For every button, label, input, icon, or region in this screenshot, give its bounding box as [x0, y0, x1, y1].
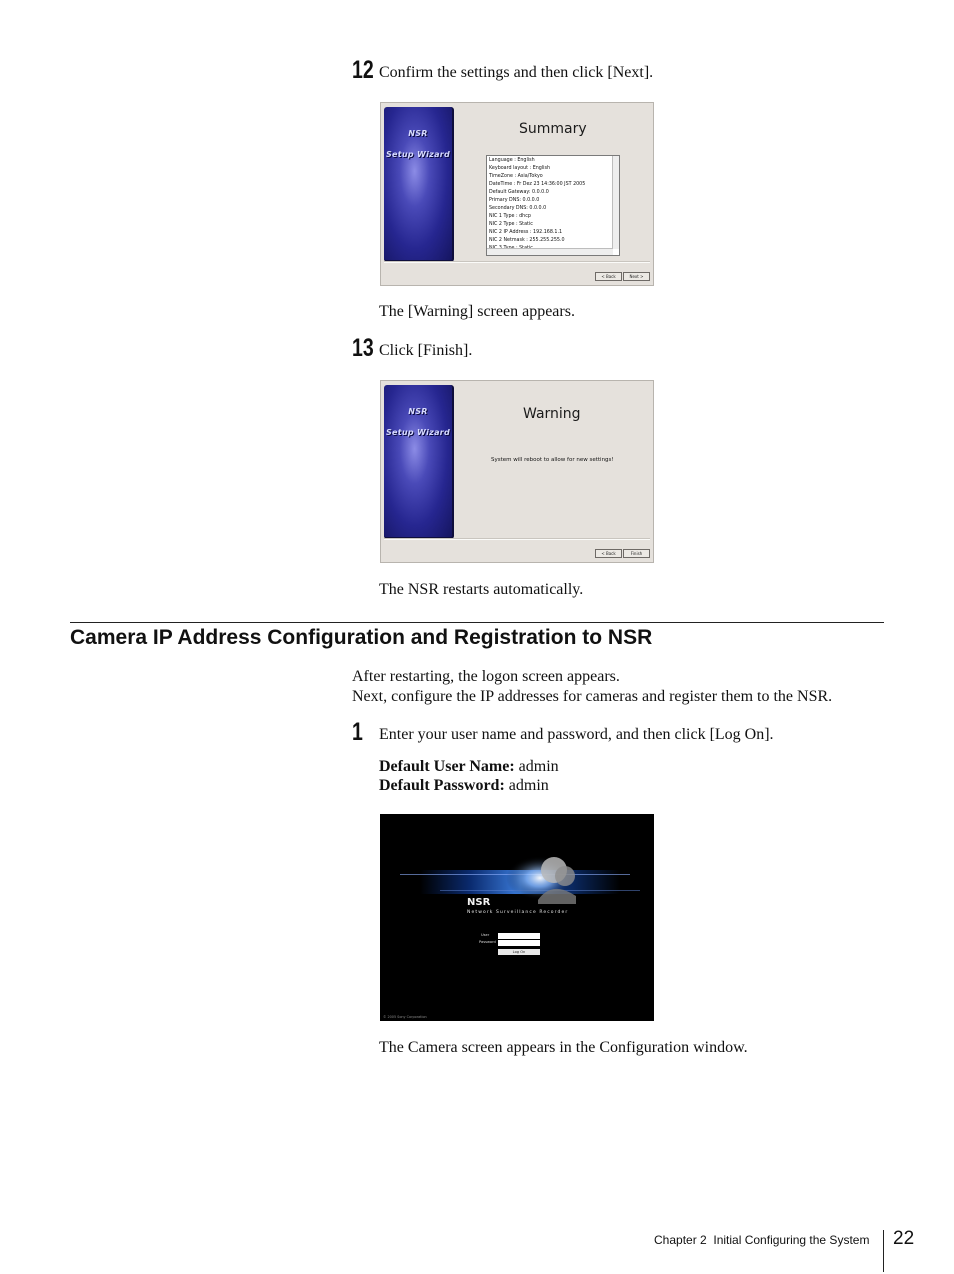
summary-wizard-screenshot	[380, 102, 654, 286]
wizard-button-divider	[384, 261, 650, 263]
footer-divider	[883, 1230, 884, 1272]
default-password-value: admin	[504, 777, 549, 794]
warning-title: Warning	[523, 406, 581, 422]
step-number-12: 12	[352, 56, 374, 84]
wizard-logo-nsr: NSR	[408, 129, 428, 138]
footer-chapter: Chapter 2 Initial Configuring the System	[654, 1233, 870, 1247]
login-banner-graphic	[380, 814, 654, 1021]
section-heading: Camera IP Address Configuration and Registration to NSR	[70, 626, 653, 649]
wizard-logo-setup: Setup Wizard	[385, 150, 451, 159]
list-horizontal-scrollbar[interactable]	[487, 248, 613, 255]
step-number-13: 13	[352, 334, 374, 362]
step-1-instruction: Enter your user name and password, and then click [Log On].	[379, 726, 774, 743]
section-rule	[70, 622, 884, 623]
login-screenshot	[380, 814, 654, 1021]
default-password-label: Default Password:	[379, 777, 505, 794]
step-12-instruction: Confirm the settings and then click [Next].	[379, 64, 654, 81]
summary-line: NIC 1 Type : dhcp	[489, 214, 531, 219]
login-brand: NSR	[467, 897, 491, 908]
section-intro-line-2: Next, configure the IP addresses for cameras and register them to the NSR.	[352, 688, 833, 705]
summary-line: Keyboard layout : English	[489, 166, 551, 171]
wizard-logo-nsr: NSR	[408, 407, 428, 416]
wizard-logo-setup: Setup Wizard	[385, 428, 451, 437]
warning-wizard-screenshot	[380, 380, 654, 563]
summary-line: Default Gateway: 0.0.0.0	[489, 190, 549, 195]
section-intro-line-1: After restarting, the logon screen appears.	[352, 668, 620, 685]
login-copyright: © 2005 Sony Corporation	[383, 1015, 427, 1019]
step-number-1: 1	[352, 718, 363, 746]
step-1-result: The Camera screen appears in the Configuration window.	[379, 1039, 748, 1056]
wizard-sidebar-panel	[384, 385, 454, 539]
summary-line: NIC 2 IP Address : 192.168.1.1	[489, 230, 563, 235]
finish-button[interactable]: Finish	[623, 549, 650, 558]
summary-line: NIC 2 Netmask : 255.255.255.0	[489, 238, 565, 243]
step-13-result: The NSR restarts automatically.	[379, 581, 584, 598]
back-button[interactable]: < Back	[595, 549, 622, 558]
summary-line: NIC 2 Type : Static	[489, 222, 533, 227]
summary-line: Primary DNS: 0.0.0.0	[489, 198, 540, 203]
summary-line: TimeZone : Asia/Tokyo	[489, 174, 543, 179]
default-user-name	[379, 757, 559, 777]
summary-line: Secondary DNS: 0.0.0.0	[489, 206, 547, 211]
list-vertical-scrollbar[interactable]	[612, 156, 619, 249]
step-13-instruction: Click [Finish].	[379, 342, 473, 359]
summary-line: DateTime : Fr Dez 23 14:36:00 JST 2005	[489, 182, 586, 187]
next-button[interactable]: Next >	[623, 272, 650, 281]
back-button[interactable]: < Back	[595, 272, 622, 281]
summary-line: Language : English	[489, 158, 535, 163]
login-password-input[interactable]	[498, 940, 540, 946]
summary-title: Summary	[519, 121, 587, 137]
login-user-input[interactable]	[498, 933, 540, 939]
page-number: 22	[893, 1228, 915, 1249]
logon-button[interactable]: Log On	[498, 949, 540, 955]
wizard-button-divider	[384, 538, 650, 540]
step-12-result: The [Warning] screen appears.	[379, 303, 575, 320]
login-user-label: User	[481, 933, 490, 937]
login-subtitle: Network Surveillance Recorder	[467, 910, 569, 915]
default-user-name-label: Default User Name:	[379, 758, 515, 775]
default-password	[379, 776, 549, 796]
default-user-name-value: admin	[514, 758, 559, 775]
wizard-sidebar-panel	[384, 107, 454, 262]
login-password-label: Password	[479, 940, 496, 944]
warning-message: System will reboot to allow for new settings!	[491, 457, 614, 463]
summary-settings-list[interactable]	[486, 155, 620, 256]
